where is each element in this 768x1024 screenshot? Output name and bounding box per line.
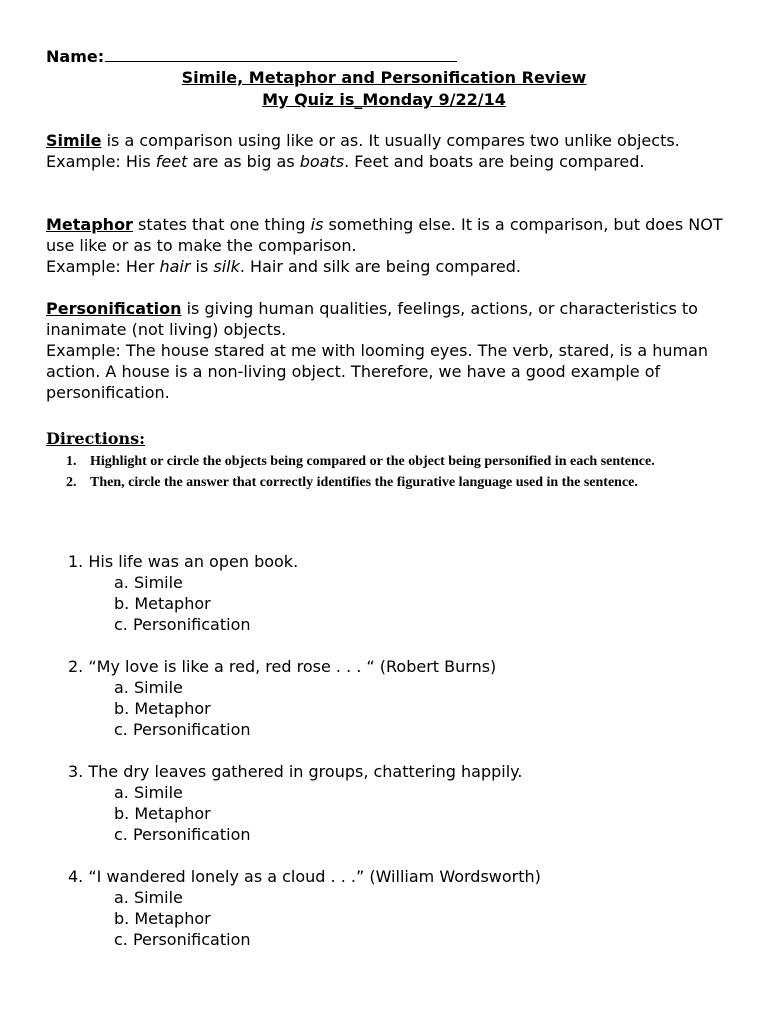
direction-text: Highlight or circle the objects being compared or the object being personified in each sentence.	[90, 454, 655, 469]
metaphor-example-word-1: hair	[159, 257, 191, 276]
direction-text: Then, circle the answer that correctly identifies the figurative language used in the sentence.	[90, 475, 638, 490]
question-stem: 2. “My love is like a red, red rose . . . “ (Robert Burns)	[68, 657, 497, 676]
simile-example-word-2: boats	[299, 152, 345, 171]
metaphor-example-suffix: . Hair and silk are being compared.	[239, 257, 521, 276]
metaphor-example-mid: is	[190, 257, 214, 276]
question-3	[68, 761, 748, 845]
simile-example-suffix: . Feet and boats are being compared.	[344, 152, 645, 171]
worksheet-title: Simile, Metaphor and Personification Review	[181, 68, 587, 87]
name-blank-line[interactable]	[105, 47, 457, 62]
question-list	[68, 551, 748, 971]
question-stem: 1. His life was an open book.	[68, 552, 299, 571]
answer-option-metaphor[interactable]: b. Metaphor	[114, 594, 211, 613]
metaphor-term: Metaphor	[46, 215, 133, 234]
metaphor-example-prefix: Example: Her	[46, 257, 160, 276]
direction-item	[66, 473, 718, 493]
question-stem: 3. The dry leaves gathered in groups, chattering happily.	[68, 762, 523, 781]
simile-example-word-1: feet	[155, 152, 188, 171]
personification-example: Example: The house stared at me with looming eyes. The verb, stared, is a human action. A house is a non-living object. Therefore, we have a good example of personification.	[46, 341, 709, 402]
simile-example-mid: are as big as	[187, 152, 300, 171]
metaphor-example-word-2: silk	[213, 257, 240, 276]
answer-option-simile[interactable]: a. Simile	[114, 573, 183, 592]
metaphor-def-text-2: something else. It is a comparison, but does NOT use like or as to make the comparison.	[46, 215, 723, 255]
simile-term: Simile	[46, 131, 102, 150]
simile-definition	[46, 130, 746, 172]
question-1	[68, 551, 748, 635]
quiz-date: My Quiz is_Monday 9/22/14	[262, 90, 506, 109]
answer-option-simile[interactable]: a. Simile	[114, 678, 183, 697]
answer-option-metaphor[interactable]: b. Metaphor	[114, 804, 211, 823]
simile-example-prefix: Example: His	[46, 152, 156, 171]
answer-option-metaphor[interactable]: b. Metaphor	[114, 699, 211, 718]
direction-number: 2.	[66, 475, 77, 490]
name-label: Name:	[46, 47, 105, 66]
personification-def-text: is giving human qualities, feelings, actions, or characteristics to inanimate (not living) objects.	[46, 299, 698, 339]
metaphor-definition	[46, 214, 746, 277]
direction-number: 1.	[66, 454, 77, 469]
question-stem: 4. “I wandered lonely as a cloud . . .” (William Wordsworth)	[68, 867, 541, 886]
question-2	[68, 656, 748, 740]
direction-item	[66, 452, 718, 472]
personification-term: Personification	[46, 299, 182, 318]
answer-option-personification[interactable]: c. Personification	[114, 930, 251, 949]
answer-option-simile[interactable]: a. Simile	[114, 888, 183, 907]
metaphor-def-text-1: states that one thing	[132, 215, 311, 234]
answer-option-simile[interactable]: a. Simile	[114, 783, 183, 802]
directions-list	[66, 452, 718, 494]
answer-option-personification[interactable]: c. Personification	[114, 720, 251, 739]
answer-option-personification[interactable]: c. Personification	[114, 615, 251, 634]
simile-def-text: is a comparison using like or as. It usually compares two unlike objects.	[101, 131, 680, 150]
question-4	[68, 866, 748, 950]
answer-option-metaphor[interactable]: b. Metaphor	[114, 909, 211, 928]
personification-definition	[46, 298, 746, 403]
directions-heading: Directions:	[46, 429, 145, 448]
answer-option-personification[interactable]: c. Personification	[114, 825, 251, 844]
name-field	[46, 46, 457, 67]
metaphor-def-italic: is	[310, 215, 324, 234]
